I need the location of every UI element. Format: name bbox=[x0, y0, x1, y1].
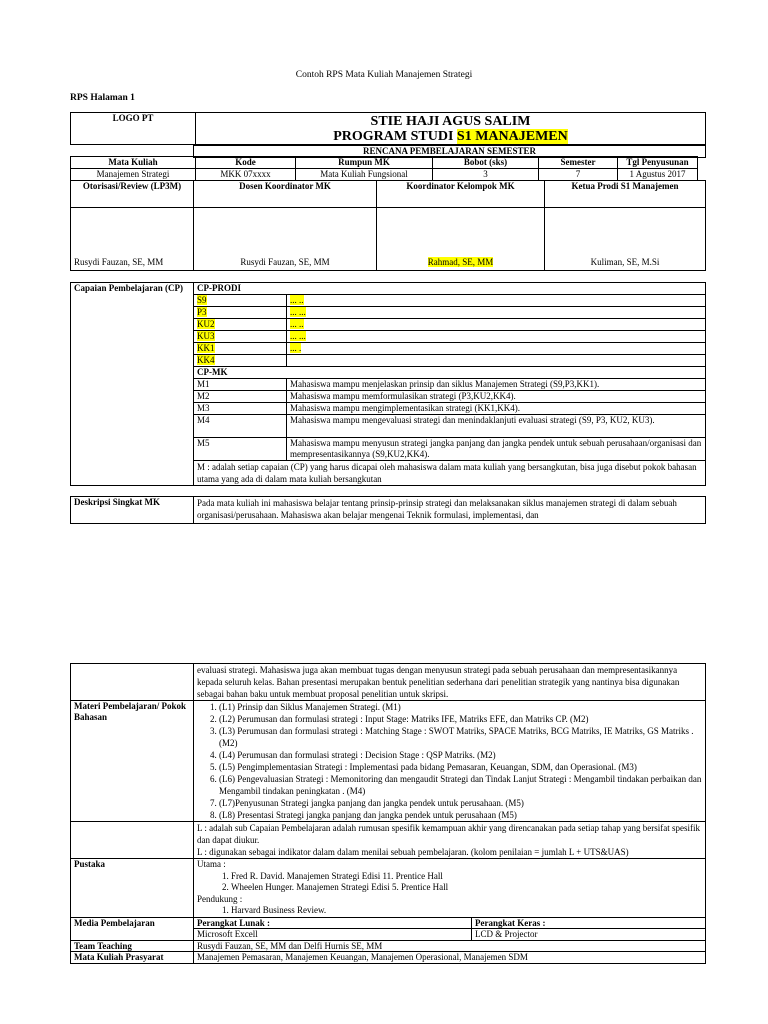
list-item: 3. (L3) Perumusan dan formulasi strategi : Matching Stage : SWOT Matriks, SPACE Matriks, BCG Matriks, IE Matriks, GS Matriks . (M2) bbox=[219, 725, 702, 749]
page2-table bbox=[70, 663, 706, 964]
cp-prodi-value: ... . bbox=[290, 343, 302, 353]
header-table bbox=[70, 112, 706, 145]
materials-label: Materi Pembelajaran/ Pokok Bahasan bbox=[71, 701, 194, 822]
cp-prodi-code: S9 bbox=[197, 295, 207, 305]
description-table-p1 bbox=[70, 496, 706, 524]
program-name-highlight: S1 MANAJEMEN bbox=[456, 129, 568, 144]
auth-name-kaprodi: Kuliman, SE, M.Si bbox=[545, 208, 706, 271]
cp-mk-text: Mahasiswa mampu menyusun strategi jangka panjang dan jangka pendek untuk sebuah perusahaan/organisasi dan mempresentasikannya (S9,KU2,KK4). bbox=[287, 438, 706, 461]
auth-header-kaprodi: Ketua Prodi S1 Manajemen bbox=[545, 181, 706, 208]
auth-header-koordinator: Koordinator Kelompok MK bbox=[377, 181, 545, 208]
cp-mk-text: Mahasiswa mampu mengevaluasi strategi dan menindaklanjuti evaluasi strategi (S9, P3, KU2, KU3). bbox=[287, 415, 706, 438]
list-item: 1. Harvard Business Review. bbox=[231, 905, 702, 917]
page-label: RPS Halaman 1 bbox=[70, 93, 135, 103]
references-main-title: Utama : bbox=[197, 859, 226, 869]
auth-header-lp3m: Otorisasi/Review (LP3M) bbox=[71, 181, 194, 208]
cp-prodi-title: CP-PRODI bbox=[194, 283, 706, 295]
header-kode: Kode bbox=[196, 157, 296, 169]
list-item: 2. Wheelen Hunger. Manajemen Strategi Edisi 5. Prentice Hall bbox=[231, 882, 702, 894]
value-bobot: 3 bbox=[433, 169, 539, 181]
cp-prodi-value bbox=[287, 355, 706, 367]
header-rumpun: Rumpun MK bbox=[296, 157, 433, 169]
cp-prodi-code: KU3 bbox=[197, 331, 215, 341]
materials-note-1: L : adalah sub Capaian Pembelajaran adalah rumusan spesifik kemampuan akhir yang direncanakan pada setiap tahap yang bersifat spesifik dan dapat diukur. bbox=[197, 823, 700, 845]
media-software-title: Perangkat Lunak : bbox=[194, 917, 472, 929]
auth-name-dosen: Rusydi Fauzan, SE, MM bbox=[194, 208, 377, 271]
references-support-title: Pendukung : bbox=[197, 893, 243, 904]
value-rumpun: Mata Kuliah Fungsional bbox=[296, 169, 433, 181]
cp-prodi-value: ... ... bbox=[290, 307, 306, 317]
cp-mk-title: CP-MK bbox=[194, 367, 706, 379]
cp-prodi-code: P3 bbox=[197, 307, 207, 317]
cp-mk-code: M4 bbox=[194, 415, 287, 438]
media-software-value: Microsoft Excell bbox=[194, 929, 472, 941]
description-label: Deskripsi Singkat MK bbox=[71, 497, 194, 524]
list-item: 8. (L8) Presentasi Strategi jangka panjang dan jangka pendek untuk perusahaan (M5) bbox=[219, 809, 702, 821]
auth-header-dosen: Dosen Koordinator MK bbox=[194, 181, 377, 208]
prerequisite-label: Mata Kuliah Prasyarat bbox=[71, 952, 194, 964]
cp-prodi-value: ... ... bbox=[290, 331, 306, 341]
authorization-table bbox=[70, 180, 706, 271]
references-label: Pustaka bbox=[71, 859, 194, 918]
auth-name-lp3m: Rusydi Fauzan, SE, MM bbox=[71, 208, 194, 271]
cp-note: M : adalah setiap capaian (CP) yang harus dicapai oleh mahasiswa dalam mata kuliah yang bersangkutan, bisa juga disebut pokok bahasan utama yang ada di dalam mata kuliah bersangkutan bbox=[194, 461, 706, 486]
cp-label: Capaian Pembelajaran (CP) bbox=[71, 283, 194, 486]
list-item: 5. (L5) Pengimplementasian Strategi : Implementasi pada bidang Pemasaran, Keuangan, SDM, dan Operasional. (M3) bbox=[219, 761, 702, 773]
description-text-part1: Pada mata kuliah ini mahasiswa belajar tentang prinsip-prinsip strategi dan melaksanakan siklus manajemen strategi di dalam sebuah organisasi/perusahaan. Mahasiswa akan belajar mengenai Teknik formulasi, implementasi, dan bbox=[194, 497, 706, 524]
materials-note-2: L : digunakan sebagai indikator dalam dalam menilai sebuah pembelajaran. (kolom penilaian = jumlah L + UTS&UAS) bbox=[197, 847, 629, 857]
media-hardware-title: Perangkat Keras : bbox=[472, 917, 706, 929]
value-semester: 7 bbox=[539, 169, 618, 181]
list-item: 4. (L4) Perumusan dan formulasi strategi : Decision Stage : QSP Matriks. (M2) bbox=[219, 749, 702, 761]
team-teaching-label: Team Teaching bbox=[71, 940, 194, 952]
materials-list bbox=[197, 701, 702, 821]
list-item: 1. Fred R. David. Manajemen Strategi Edisi 11. Prentice Hall bbox=[231, 871, 702, 883]
header-tgl: Tgl Penyusunan bbox=[618, 157, 698, 169]
cp-prodi-value: ... .. bbox=[290, 295, 304, 305]
auth-name-koordinator: Rahmad, SE, MM bbox=[427, 257, 494, 267]
list-item: 6. (L6) Pengevaluasian Strategi : Memonitoring dan mengaudit Strategi dan Tindak Lanjut Strategi : Mengambil tindakan perbaikan dan Mengambil tindakan peningkatan . (M4) bbox=[219, 773, 702, 797]
team-teaching-value: Rusydi Fauzan, SE, MM dan Delfi Hurnis SE, MM bbox=[194, 940, 706, 952]
media-hardware-value: LCD & Projector bbox=[472, 929, 706, 941]
cp-prodi-value: ... .. bbox=[290, 319, 304, 329]
institution-name: STIE HAJI AGUS SALIM bbox=[370, 114, 531, 129]
cp-prodi-code: KK4 bbox=[197, 355, 215, 365]
value-mata-kuliah: Manajemen Strategi bbox=[71, 169, 196, 181]
header-mata-kuliah: Mata Kuliah bbox=[71, 157, 196, 169]
program-title: PROGRAM STUDI S1 MANAJEMEN bbox=[333, 129, 568, 144]
header-semester: Semester bbox=[539, 157, 618, 169]
cp-prodi-code: KK1 bbox=[197, 343, 215, 353]
course-info-grid bbox=[70, 156, 698, 181]
list-item: 1. (L1) Prinsip dan Siklus Manajemen Strategi. (M1) bbox=[219, 701, 702, 713]
list-item: 2. (L2) Perumusan dan formulasi strategi : Input Stage: Matriks IFE, Matriks EFE, dan Matriks CP. (M2) bbox=[219, 713, 702, 725]
cp-mk-text: Mahasiswa mampu menjelaskan prinsip dan siklus Manajemen Strategi (S9,P3,KK1). bbox=[287, 379, 706, 391]
cp-prodi-code: KU2 bbox=[197, 319, 215, 329]
cp-mk-text: Mahasiswa mampu mengimplementasikan strategi (KK1,KK4). bbox=[287, 403, 706, 415]
cp-mk-code: M2 bbox=[194, 391, 287, 403]
list-item: 7. (L7)Penyusunan Strategi jangka panjang dan jangka pendek untuk perusahaan. (M5) bbox=[219, 797, 702, 809]
cp-mk-code: M1 bbox=[194, 379, 287, 391]
cp-mk-text: Mahasiswa mampu memformulasikan strategi (P3,KU2,KK4). bbox=[287, 391, 706, 403]
header-bobot: Bobot (sks) bbox=[433, 157, 539, 169]
media-label: Media Pembelajaran bbox=[71, 917, 194, 940]
references-main-list bbox=[197, 871, 702, 894]
cp-mk-code: M5 bbox=[194, 438, 287, 461]
prerequisite-value: Manajemen Pemasaran, Manajemen Keuangan, Manajemen Operasional, Manajemen SDM bbox=[194, 952, 706, 964]
logo-placeholder: LOGO PT bbox=[71, 113, 196, 145]
value-kode: MKK 07xxxx bbox=[196, 169, 296, 181]
references-support-list bbox=[197, 905, 702, 917]
doc-title: RENCANA PEMBELAJARAN SEMESTER bbox=[194, 146, 706, 158]
value-tgl: 1 Agustus 2017 bbox=[618, 169, 698, 181]
description-text-part2: evaluasi strategi. Mahasiswa juga akan membuat tugas dengan menyusun strategi pada sebuah perusahaan dan mempresentasikannya kepada seluruh kelas. Bahan presentasi merupakan bentuk penelitian sederhana dari penelitian strategik yang nantinya bisa digunakan sebagai bahan baku untuk membuat proposal penelitian untuk skripsi. bbox=[194, 664, 706, 701]
cp-table bbox=[70, 282, 706, 486]
cp-mk-code: M3 bbox=[194, 403, 287, 415]
document-caption: Contoh RPS Mata Kuliah Manajemen Strategi bbox=[295, 70, 473, 80]
